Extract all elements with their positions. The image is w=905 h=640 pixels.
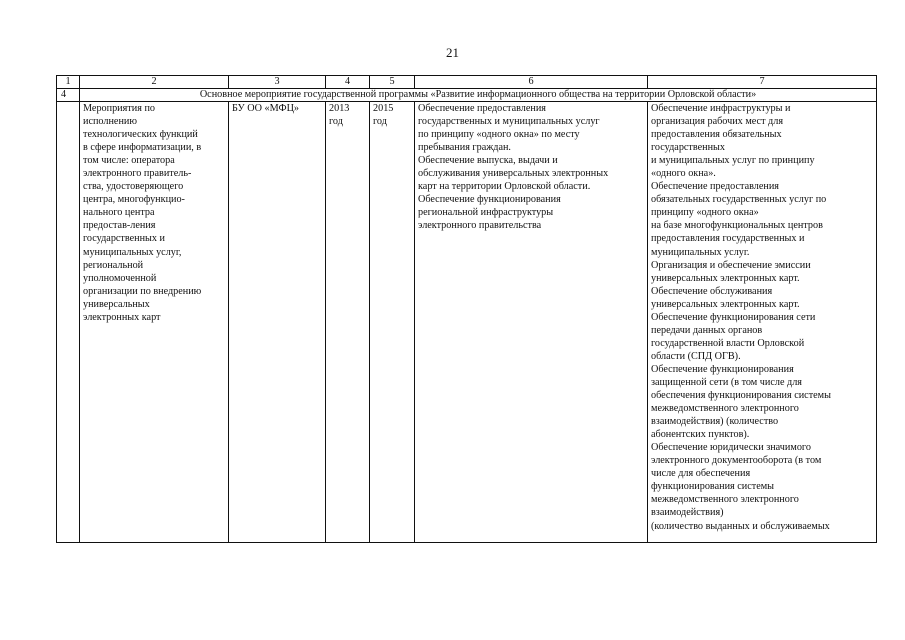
text-line: функционирования системы [651, 481, 775, 493]
text-line: карт на территории Орловской области. [418, 181, 591, 193]
text-line: Обеспечение инфраструктуры и [651, 103, 791, 114]
text-line: технологических функций [83, 129, 198, 141]
text-line: уполномоченной [83, 272, 157, 284]
main-directions-cell [648, 102, 877, 543]
text-line: государственных и муниципальных услуг [418, 116, 600, 128]
column-header: 4 [326, 76, 370, 89]
text-line: государственных [651, 142, 725, 154]
text-line: передачи данных органов [651, 324, 763, 336]
text-line: универсальных электронных карт. [651, 298, 800, 310]
text-line: обеспечения функционирования системы [651, 390, 831, 402]
text-line: Обеспечение юридически значимого [651, 442, 811, 454]
start-year-cell [326, 102, 370, 543]
program-table [56, 75, 877, 543]
text-line: год [329, 116, 343, 128]
text-line: Обеспечение функционирования [651, 363, 794, 375]
text-line: 2013 [329, 103, 350, 114]
column-header: 1 [57, 76, 80, 89]
text-line: межведомственного электронного [651, 494, 799, 506]
text-line: взаимодействия) [651, 507, 724, 519]
text-line: Обеспечение предоставления [418, 103, 546, 114]
expected-result-cell [415, 102, 648, 543]
text-line: электронного правитель- [83, 168, 192, 180]
text-line: электронных карт [83, 311, 161, 323]
row-number-cell [57, 102, 80, 543]
measure-description-cell [80, 102, 229, 543]
text-line: предостав-ления [83, 220, 156, 232]
column-header: 6 [415, 76, 648, 89]
section-number: 4 [57, 89, 80, 102]
text-line: государственных и [83, 233, 165, 245]
text-line: универсальных [83, 298, 150, 310]
text-line: организация рабочих мест для [651, 116, 784, 128]
section-title: Основное мероприятие государственной программы «Развитие информационного общества на территории Орловской области» [80, 89, 877, 102]
text-line: по принципу «одного окна» по месту [418, 129, 580, 141]
text-line: пребывания граждан. [418, 142, 511, 154]
text-line: предоставления обязательных [651, 129, 782, 141]
text-line: государственной власти Орловской [651, 337, 805, 349]
text-line: электронного правительства [418, 220, 542, 232]
text-line: взаимодействия) (количество [651, 416, 779, 428]
text-line: Обеспечение функционирования [418, 194, 561, 206]
column-number-row [57, 76, 877, 89]
text-line: год [373, 116, 387, 128]
column-header: 2 [80, 76, 229, 89]
column-header: 5 [370, 76, 415, 89]
text-line: в сфере информатизации, в [83, 142, 202, 154]
text-line: Мероприятия по [83, 103, 155, 114]
text-line: Обеспечение предоставления [651, 181, 779, 193]
text-line: региональной [83, 259, 144, 271]
text-line: Обеспечение выпуска, выдачи и [418, 155, 558, 167]
text-line: ства, удостоверяющего [83, 181, 184, 193]
text-line: Организация и обеспечение эмиссии [651, 259, 811, 271]
text-line: принципу «одного окна» [651, 207, 759, 219]
text-line: электронного документооборота (в том [651, 455, 822, 467]
text-line: числе для обеспечения [651, 468, 751, 480]
text-line: исполнению [83, 116, 137, 128]
text-line: универсальных электронных карт. [651, 272, 800, 284]
text-line: абонентских пунктов). [651, 429, 750, 441]
column-header: 3 [229, 76, 326, 89]
text-line: том числе: оператора [83, 155, 175, 167]
column-header: 7 [648, 76, 877, 89]
text-line: муниципальных услуг, [83, 246, 182, 258]
text-line: 2015 [373, 103, 394, 114]
text-line: региональной инфраструктуры [418, 207, 554, 219]
text-line: на базе многофункциональных центров [651, 220, 823, 232]
text-line: (количество выданных и обслуживаемых [651, 520, 830, 532]
text-line: предоставления государственных и [651, 233, 805, 245]
text-line: межведомственного электронного [651, 403, 799, 415]
page-number: 21 [446, 45, 459, 60]
text-line: области (СПД ОГВ). [651, 350, 741, 362]
text-line: организации по внедрению [83, 285, 202, 297]
text-line: нального центра [83, 207, 155, 219]
end-year-cell [370, 102, 415, 543]
text-line: муниципальных услуг. [651, 246, 750, 258]
text-line: Обеспечение функционирования сети [651, 311, 816, 323]
text-line: обслуживания универсальных электронных [418, 168, 609, 180]
text-line: «одного окна». [651, 168, 716, 180]
text-line: обязательных государственных услуг по [651, 194, 827, 206]
text-line: Обеспечение обслуживания [651, 285, 773, 297]
text-line: центра, многофункцио- [83, 194, 185, 206]
text-line: и муниципальных услуг по принципу [651, 155, 815, 167]
table-row [57, 102, 877, 543]
section-row [57, 89, 877, 102]
responsible-executor-cell: БУ ОО «МФЦ» [229, 102, 326, 543]
text-line: защищенной сети (в том числе для [651, 376, 802, 388]
